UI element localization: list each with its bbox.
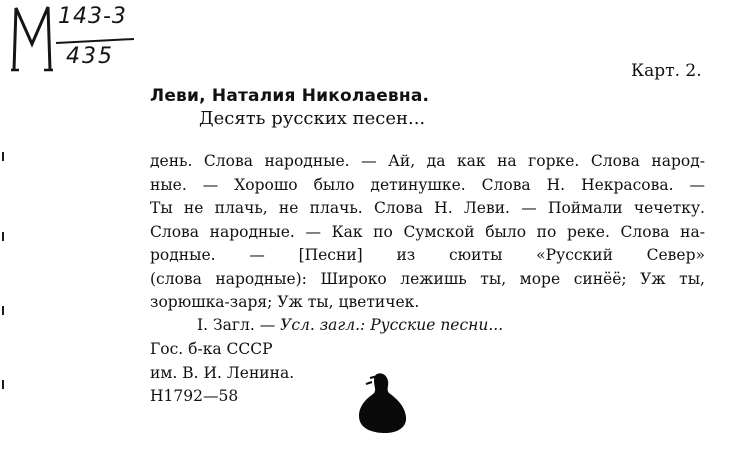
edge-mark — [2, 306, 4, 315]
shelf-number-bottom: 435 — [66, 44, 114, 69]
card-number: Карт. 2. — [631, 61, 702, 81]
author-heading: Леви, Наталия Николаевна. — [150, 86, 430, 106]
edge-mark — [2, 380, 4, 389]
contents-line: Слова народные. — Как по Сумской было по реке. Слова на- — [150, 222, 705, 241]
contents-line: день. Слова народные. — Ай, да как на горке. Слова народ- — [150, 152, 705, 170]
title-note-value: Усл. загл.: Русские песни... — [280, 316, 504, 334]
edge-mark — [2, 232, 4, 241]
edge-mark — [2, 152, 4, 161]
ink-stamp-blot — [356, 370, 408, 434]
title-note-label: I. Загл. — — [197, 316, 281, 334]
library-imprint — [150, 338, 294, 409]
library-name-cont: им. В. И. Ленина. — [150, 363, 295, 382]
contents-paragraph — [150, 150, 705, 315]
contents-line: (слова народные): Широко лежишь ты, море синёё; Уж ты, — [150, 269, 705, 288]
title-note — [197, 316, 503, 334]
title-line: Десять русских песен... — [199, 108, 426, 129]
contents-line: Ты не плачь, не плачь. Слова Н. Леви. — Поймали чечетку. — [150, 199, 705, 217]
shelf-letter-glyph — [10, 4, 54, 72]
card-code: Н1792—58 — [150, 387, 239, 405]
contents-line: родные. — [Песни] из сюиты «Русский Север» — [150, 246, 705, 264]
contents-line: зорюшка-заря; Уж ты, цветичек. — [150, 293, 420, 311]
shelf-number-top: 143-3 — [58, 4, 127, 29]
contents-line: ные. — Хорошо было детинушке. Слова Н. Некрасова. — — [150, 175, 705, 194]
library-name: Гос. б-ка СССР — [150, 340, 273, 358]
handwritten-shelf-mark — [6, 4, 166, 74]
